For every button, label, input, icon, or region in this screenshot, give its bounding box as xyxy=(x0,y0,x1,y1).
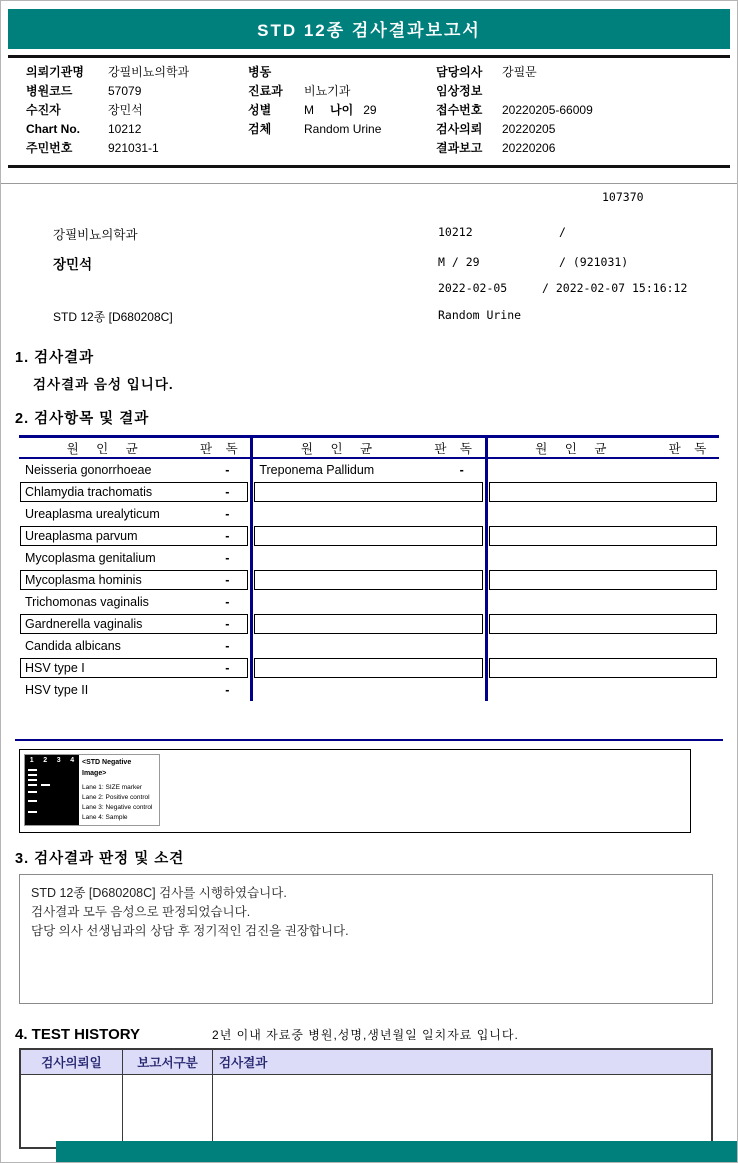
summary-block xyxy=(1,184,737,336)
pathogen-name: Mycoplasma hominis xyxy=(25,573,142,587)
info-row xyxy=(26,101,248,120)
result-row-empty xyxy=(253,525,484,547)
header-pathogen: 원 인 균 xyxy=(66,441,145,456)
gel-band xyxy=(28,784,37,786)
results-column-1 xyxy=(19,438,250,701)
pathogen-name: Candida albicans xyxy=(25,639,121,653)
document-number: 107370 xyxy=(602,190,644,204)
gel-image-inner xyxy=(24,754,160,826)
result-value: - xyxy=(225,463,230,477)
info-row xyxy=(26,82,248,101)
info-row xyxy=(26,139,248,158)
birth-date: / (921031) xyxy=(559,255,629,269)
divider-rule-navy xyxy=(15,739,723,741)
result-value: - xyxy=(225,661,230,675)
section1-result-text: 검사결과 음성 입니다. xyxy=(33,377,174,392)
info-label: 담당의사 xyxy=(436,65,483,79)
hospital-name: 강필비뇨의학과 xyxy=(53,228,138,242)
result-row xyxy=(19,613,250,635)
info-value: 57079 xyxy=(108,84,142,98)
result-row-empty xyxy=(488,591,719,613)
chart-number: 10212 xyxy=(438,225,473,239)
info-label: 나이 xyxy=(330,103,354,117)
gel-image-box xyxy=(19,749,691,833)
result-row-empty xyxy=(488,503,719,525)
info-value: 장민석 xyxy=(108,103,143,117)
info-value: 강필비뇨의학과 xyxy=(108,65,190,79)
info-row xyxy=(248,63,436,82)
result-row-empty xyxy=(488,481,719,503)
info-label: 수진자 xyxy=(26,103,61,117)
test-history-table xyxy=(19,1048,713,1149)
comment-line: 검사결과 모두 음성으로 판정되었습니다. xyxy=(31,904,251,919)
info-label: 임상정보 xyxy=(436,84,483,98)
result-row xyxy=(19,503,250,525)
pathogen-name: HSV type II xyxy=(25,683,89,697)
test-name: STD 12종 [D680208C] xyxy=(53,310,173,324)
result-row-empty xyxy=(253,613,484,635)
result-row-empty xyxy=(488,635,719,657)
history-table-header xyxy=(21,1050,711,1075)
gel-electrophoresis-image xyxy=(25,755,79,825)
result-row xyxy=(19,635,250,657)
results-column-3 xyxy=(485,438,719,701)
info-label: 주민번호 xyxy=(26,141,73,155)
patient-info-section xyxy=(8,55,730,168)
result-value: - xyxy=(225,639,230,653)
info-column-right xyxy=(436,63,730,158)
pathogen-name: Treponema Pallidum xyxy=(259,463,375,477)
info-value: 921031-1 xyxy=(108,141,159,155)
result-row-empty xyxy=(488,613,719,635)
separator-slash: / xyxy=(559,225,566,239)
footer-bar xyxy=(56,1141,737,1162)
info-label: 검체 xyxy=(248,122,272,136)
info-column-middle xyxy=(248,63,436,158)
result-row-empty xyxy=(253,635,484,657)
result-row-empty xyxy=(253,657,484,679)
result-row xyxy=(19,569,250,591)
gel-lane-line: Lane 4: Sample xyxy=(82,813,128,821)
info-row xyxy=(436,63,730,82)
info-row xyxy=(26,63,248,82)
sex-age: M / 29 xyxy=(438,255,480,269)
pathogen-name: Ureaplasma parvum xyxy=(25,529,138,543)
results-column-header xyxy=(19,438,250,459)
info-value: 20220205-66009 xyxy=(502,103,593,117)
gel-band xyxy=(28,800,37,802)
info-label: 접수번호 xyxy=(436,103,483,117)
info-column-left xyxy=(8,63,248,158)
specimen-type: Random Urine xyxy=(438,308,522,322)
history-cell-empty xyxy=(21,1075,123,1147)
pathogen-name: Ureaplasma urealyticum xyxy=(25,507,160,521)
history-cell-empty xyxy=(123,1075,213,1147)
info-label: 검사의뢰 xyxy=(436,122,483,136)
info-label: 병원코드 xyxy=(26,84,73,98)
result-row-empty xyxy=(488,657,719,679)
info-label: 병동 xyxy=(248,65,272,79)
gel-lane-descriptions xyxy=(82,783,156,823)
info-row xyxy=(436,139,730,158)
gel-lane-line: Lane 3: Negative control xyxy=(82,803,153,811)
info-row xyxy=(248,82,436,101)
pathogen-name: Gardnerella vaginalis xyxy=(25,617,143,631)
results-table xyxy=(19,435,719,701)
header-pathogen: 원 인 균 xyxy=(535,441,614,456)
results-rows xyxy=(488,459,719,701)
info-value: 10212 xyxy=(108,122,142,136)
result-row-empty xyxy=(488,525,719,547)
info-label: 성별 xyxy=(248,103,272,117)
history-header-cell: 검사의뢰일 xyxy=(21,1050,123,1074)
result-row-empty xyxy=(253,481,484,503)
result-value: - xyxy=(225,595,230,609)
results-rows xyxy=(19,459,250,701)
pathogen-name: Chlamydia trachomatis xyxy=(25,485,153,499)
gel-lane-number: 1 xyxy=(29,757,34,764)
gel-lane-number: 2 xyxy=(43,757,48,764)
info-row xyxy=(248,101,436,120)
comment-box xyxy=(19,874,713,1004)
info-label: 의뢰기관명 xyxy=(26,65,84,79)
info-row xyxy=(436,82,730,101)
result-row-empty xyxy=(488,679,719,701)
info-row xyxy=(436,120,730,139)
history-header-cell: 검사결과 xyxy=(219,1056,268,1070)
section3-heading: 3. 검사결과 판정 및 소견 xyxy=(15,851,185,867)
result-row-empty xyxy=(488,547,719,569)
result-row xyxy=(19,657,250,679)
result-value: - xyxy=(225,683,230,697)
patient-name: 장민석 xyxy=(53,257,93,272)
report-title: STD 12종 검사결과보고서 xyxy=(257,21,481,40)
history-cell-empty xyxy=(213,1075,711,1147)
info-value: M xyxy=(304,103,314,117)
info-row xyxy=(248,120,436,139)
info-value: 20220206 xyxy=(502,141,556,155)
info-value: 29 xyxy=(363,103,377,117)
header-result: 판 독 xyxy=(200,441,243,456)
gel-band xyxy=(28,769,37,771)
history-header-cell: 보고서구분 xyxy=(123,1050,213,1074)
section4-note: 2년 이내 자료중 병원,성명,생년월일 일치자료 입니다. xyxy=(212,1028,519,1042)
header-result: 판 독 xyxy=(668,441,712,456)
pathogen-name: Trichomonas vaginalis xyxy=(25,595,149,609)
gel-caption: <STD Negative Image> xyxy=(82,759,132,777)
results-column-2 xyxy=(250,438,484,701)
results-rows xyxy=(253,459,484,701)
section4-heading-row xyxy=(15,1026,737,1043)
info-value: 비뇨기과 xyxy=(304,84,351,98)
request-date: 2022-02-05 xyxy=(438,281,508,295)
result-value: - xyxy=(459,463,464,477)
report-title-bar xyxy=(8,9,730,49)
result-value: - xyxy=(225,551,230,565)
gel-lane-line: Lane 2: Positive control xyxy=(82,793,150,801)
result-row xyxy=(19,547,250,569)
section2-heading: 2. 검사항목 및 결과 xyxy=(15,411,150,427)
result-row-empty xyxy=(253,569,484,591)
result-row xyxy=(19,481,250,503)
gel-lane-line: Lane 1: SIZE marker xyxy=(82,783,142,791)
info-value: 강필문 xyxy=(502,65,537,79)
comment-line: STD 12종 [D680208C] 검사를 시행하였습니다. xyxy=(31,886,287,900)
history-table-body xyxy=(21,1075,711,1147)
section4-heading: 4. TEST HISTORY xyxy=(15,1026,141,1043)
gel-band xyxy=(41,784,50,786)
result-row xyxy=(19,591,250,613)
results-column-header xyxy=(488,438,719,459)
info-value: 20220205 xyxy=(502,122,556,136)
result-row-empty xyxy=(253,679,484,701)
gel-band xyxy=(28,791,37,793)
result-row-empty xyxy=(488,569,719,591)
results-column-header xyxy=(253,438,484,459)
pathogen-name: Neisseria gonorrhoeae xyxy=(25,463,152,477)
result-value: - xyxy=(225,573,230,587)
result-row-empty xyxy=(253,503,484,525)
result-value: - xyxy=(225,485,230,499)
gel-band xyxy=(28,811,37,813)
header-result: 판 독 xyxy=(434,441,477,456)
result-row-empty xyxy=(253,591,484,613)
result-row xyxy=(19,525,250,547)
report-datetime: / 2022-02-07 15:16:12 xyxy=(542,281,688,295)
info-row xyxy=(436,101,730,120)
gel-lane-number: 3 xyxy=(56,757,61,764)
info-label: 진료과 xyxy=(248,84,283,98)
info-value: Random Urine xyxy=(304,122,382,136)
info-row xyxy=(26,120,248,139)
result-row xyxy=(19,459,250,481)
result-value: - xyxy=(225,529,230,543)
section1-heading: 1. 검사결과 xyxy=(15,350,95,366)
result-value: - xyxy=(225,617,230,631)
pathogen-name: Mycoplasma genitalium xyxy=(25,551,156,565)
result-row-empty xyxy=(488,459,719,481)
result-row xyxy=(253,459,484,481)
comment-line: 담당 의사 선생님과의 상담 후 정기적인 검진을 권장합니다. xyxy=(31,923,349,938)
result-value: - xyxy=(225,507,230,521)
gel-lane-number: 4 xyxy=(70,757,75,764)
info-label: Chart No. xyxy=(26,122,80,136)
gel-lane-numbers xyxy=(25,755,79,764)
info-label: 결과보고 xyxy=(436,141,483,155)
pathogen-name: HSV type I xyxy=(25,661,85,675)
gel-band xyxy=(28,779,37,781)
result-row xyxy=(19,679,250,701)
result-row-empty xyxy=(253,547,484,569)
gel-band xyxy=(28,774,37,776)
gel-legend xyxy=(79,755,159,825)
header-pathogen: 원 인 균 xyxy=(300,441,380,456)
